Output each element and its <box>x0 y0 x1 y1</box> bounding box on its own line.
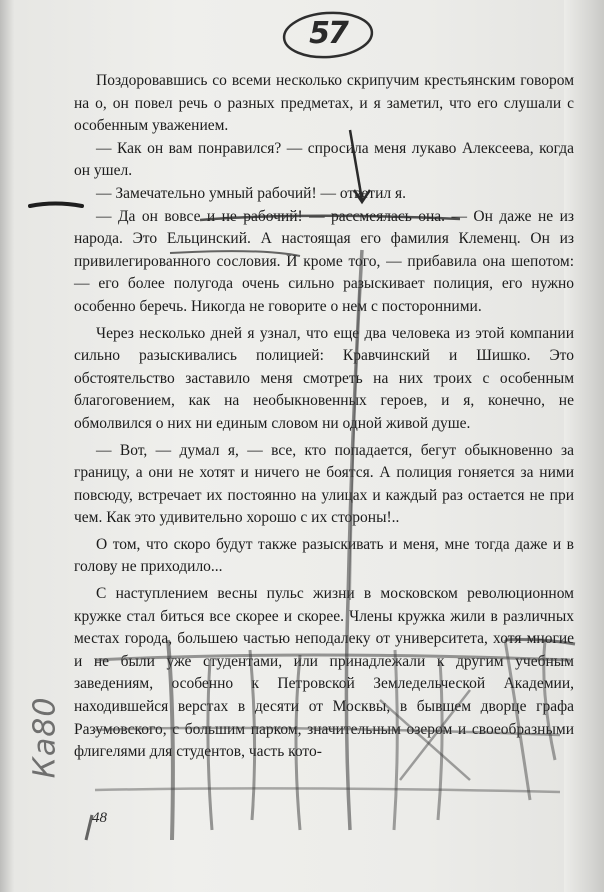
paragraph: — Да он вовсе и не рабочий! — рассмеялась она. — Он даже не из народа. Это Ельцинский. А настоящая его фамилия Клеменц. Он из привилегированного сословия. И кроме того, — прибавила она шепотом: — его более полугода очень сильно разыскивает полиция, его нужно особенно беречь. Никогда не говорите о нем с посторонними. <box>74 207 574 315</box>
paragraph: — Замечательно умный рабочий! — ответил я. <box>96 184 406 202</box>
paragraph: — Как он вам понравился? — спросила меня лукаво Алексеева, когда он ушел. <box>74 139 574 180</box>
paragraph: О том, что скоро будут также разыскивать и меня, мне тогда даже и в голову не приходило... <box>74 535 574 576</box>
handwritten-page-mark <box>278 8 378 62</box>
page-body-text <box>74 70 574 764</box>
paragraph: — Вот, — думал я, — все, кто попадается, бегут обыкновенно за границу, а они не хотят и ничего не боятся. А полиция гоняется за ними повсюду, встречает их постоянно на улицах и каждый раз остается не при чем. Как это удивительно хорошо с их стороны!.. <box>74 441 574 527</box>
paragraph: Через несколько дней я узнал, что еще два человека из этой компании сильно разыскивались полицией: Кравчинский и Шишко. Это обстоятельство заставило меня смотреть на них троих с особенным благоговением, как на необыкновенных героев, и я, конечно, не обмолвился о них ни единым словом ни одной живой душе. <box>74 324 574 432</box>
margin-note-text: Ка80 <box>27 696 63 779</box>
printed-page-number: 48 <box>92 810 107 826</box>
handwritten-page-number: 57 <box>309 16 347 51</box>
paragraph: Поздоровавшись со всеми несколько скрипучим крестьянским говором на о, он повел речь о разных предметах, и я заметил, что его слушали с особенным уважением. <box>74 72 574 135</box>
paragraph: С наступлением весны пульс жизни в московском революционном кружке стал биться все скорее и скорее. Члены кружка жили в различных местах города, большею частью неподалеку от университета, хотя многие и не были уже студентами, или принадлежали к другим учебным заведениям, особенно к Петровской Земледельческой Академии, находившейся верстах в десяти от Москвы, в бывшем дворце графа Разумовского, с большим парком, значительным озером и своеобразными флигелями для студентов, часть кото- <box>74 585 574 761</box>
margin-handwritten-note <box>10 690 80 780</box>
